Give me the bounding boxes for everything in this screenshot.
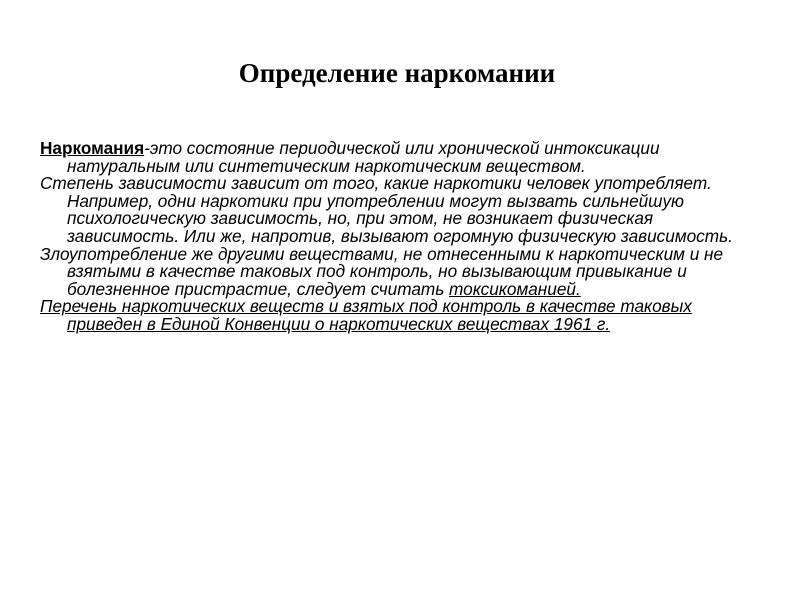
slide-body (40, 140, 760, 334)
paragraph-dependence (40, 175, 760, 245)
convention-text[interactable]: Перечень наркотических веществ и взятых под контроль в качестве таковых приведен в Единой Конвенции о наркотических веществах 1961 г. (40, 296, 692, 334)
toxicomania-link[interactable]: токсикоманией. (449, 278, 581, 299)
paragraph-abuse (40, 243, 760, 299)
term-narcomania: Наркомания (40, 138, 145, 158)
paragraph-definition (40, 140, 760, 175)
abuse-text: Злоупотребление же другими веществами, не отнесенными к наркотическим и не взятыми в качестве таковых под контроль, но вызывающим привыкание и болезненное пристрастие, следует считать (40, 243, 724, 299)
paragraph-convention[interactable] (40, 298, 760, 333)
dependence-text: Степень зависимости зависит от того, какие наркотики человек употребляет. Например, одни наркотики при употреблении могут вызвать сильнейшую психологическую зависимость, но, при этом, не возникает физическая зависимость. Или же, напротив, вызывают огромную физическую зависимость. (40, 173, 733, 246)
definition-text: -это состояние периодической или хронической интоксикации натуральным или синтетическим наркотическим веществом. (67, 138, 660, 176)
slide-title: Определение наркомании (238, 58, 556, 88)
